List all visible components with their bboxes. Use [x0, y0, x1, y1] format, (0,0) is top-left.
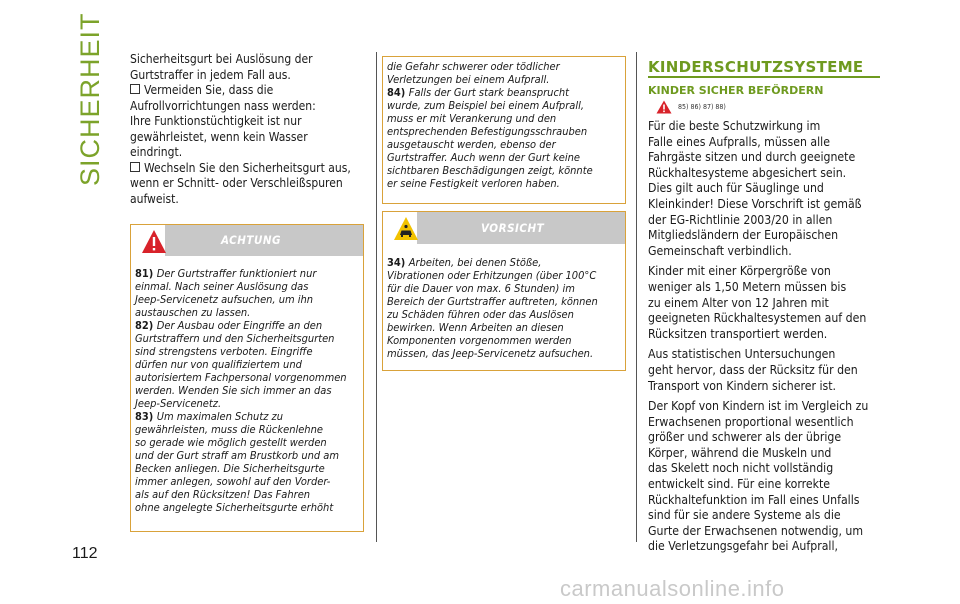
- column-divider: [376, 52, 377, 542]
- text-line: muss er mit Verankerung und den: [387, 112, 557, 125]
- text-line: der EG-Richtlinie 2003/20 in allen: [648, 212, 833, 227]
- text-line: aufweist.: [130, 191, 179, 206]
- text-line: Bereich der Gurtstraffer auftreten, können: [387, 295, 598, 308]
- text-line: Der Kopf von Kindern ist im Vergleich zu: [648, 399, 869, 414]
- text-line: eindringt.: [130, 145, 183, 159]
- heading-underline: [648, 76, 880, 78]
- text-line: Aus statistischen Untersuchungen: [648, 347, 836, 362]
- text-line: Rückhaltesysteme abgesichert sein.: [648, 165, 847, 180]
- text-line: als auf den Rücksitzen! Das Fahren: [135, 488, 311, 501]
- text-line: weniger als 1,50 Metern müssen bis: [648, 279, 847, 294]
- warning-box: [130, 224, 364, 532]
- text-line: die Gefahr schwerer oder tödlicher: [387, 60, 560, 73]
- note-number: 82): [135, 319, 157, 332]
- text-line: wurde, zum Beispiel bei einem Aufprall,: [387, 99, 584, 112]
- text-line: Gurtstraffern und den Sicherheitsgurten: [135, 332, 335, 345]
- section-heading: KINDERSCHUTZSYSTEME: [648, 58, 864, 76]
- text-line: Arbeiten, bei denen Stöße,: [408, 256, 542, 269]
- text-line: Kleinkinder! Diese Vorschrift ist gemäß: [648, 196, 862, 211]
- text-line: Verletzungen bei einem Aufprall.: [387, 73, 550, 86]
- text-line: das Skelett noch nicht vollständig: [648, 461, 834, 476]
- text-line: müssen, das Jeep-Servicenetz aufsuchen.: [387, 347, 594, 360]
- text-line: dürfen nur von qualifiziertem und: [135, 358, 302, 371]
- watermark: carmanualsonline.info: [560, 576, 785, 601]
- text-line: sind strengstens verboten. Eingriffe: [135, 345, 313, 358]
- text-line: für die Dauer von max. 6 Stunden) im: [387, 282, 575, 295]
- text-line: Gurtstraffer. Auch wenn der Gurt keine: [387, 151, 580, 164]
- note-number: 34): [387, 256, 409, 269]
- text-line: autorisiertem Fachpersonal vorgenommen: [135, 371, 347, 384]
- text-line: er seine Festigkeit verloren haben.: [387, 177, 560, 190]
- text-line: Jeep-Servicenetz aufsuchen, um ihn: [135, 293, 314, 306]
- checkbox-bullet-icon: [130, 84, 140, 94]
- text-line: Jeep-Servicenetz.: [135, 397, 222, 410]
- text-line: Becken anliegen. Die Sicherheitsgurte: [135, 462, 325, 475]
- text-line: bewirken. Wenn Arbeiten an diesen: [387, 321, 564, 334]
- text-line: Sicherheitsgurt bei Auslösung der: [130, 52, 313, 66]
- warning-list: [135, 267, 363, 514]
- body-text-column-3: [648, 119, 888, 560]
- text-line: Komponenten vorgenommen werden: [387, 334, 572, 347]
- text-line: zu Schäden führen oder das Auslösen: [387, 308, 574, 321]
- text-line: Der Gurtstraffer funktioniert nur: [156, 267, 317, 280]
- text-line: sind für sie andere Systeme als die: [648, 508, 841, 523]
- warning-note: [135, 319, 363, 410]
- checkbox-bullet-icon: [130, 162, 140, 172]
- warning-title: ACHTUNG: [221, 233, 282, 247]
- text-line: Gurtstraffer in jedem Fall aus.: [130, 67, 291, 82]
- text-line: größer und schwerer als der übrige: [648, 430, 842, 445]
- column-divider: [636, 52, 637, 542]
- text-line: Falle eines Aufpralls, müssen alle: [648, 134, 830, 149]
- note-number: 84): [387, 86, 409, 99]
- text-line: die Verletzungsgefahr bei Aufprall,: [648, 539, 838, 554]
- text-line: einmal. Nach seiner Auslösung das: [135, 280, 309, 293]
- text-line: Fahrgäste sitzen und durch geeignete: [648, 150, 856, 165]
- section-side-label: [70, 12, 110, 186]
- text-line: und der Gurt straff am Brustkorb und am: [135, 449, 339, 462]
- bullet-item: [130, 83, 365, 161]
- warning-references: 85) 86) 87) 88): [678, 103, 726, 111]
- warning-continuation-box: [382, 56, 626, 204]
- text-line: geht hervor, dass der Rücksitz für den: [648, 362, 858, 377]
- text-line: gewährleistet, wenn kein Wasser: [130, 129, 308, 144]
- text-line: ohne angelegte Sicherheitsgurte erhöht: [135, 501, 334, 514]
- page-number: 112: [72, 545, 98, 562]
- text-line: entsprechenden Befestigungsschrauben: [387, 125, 588, 138]
- text-line: gewährleisten, muss die Rückenlehne: [135, 423, 323, 436]
- bullet-item: [130, 161, 365, 208]
- body-paragraph: [648, 264, 888, 342]
- text-line: Rücksitzen transportiert werden.: [648, 326, 828, 341]
- warning-note: [387, 86, 623, 190]
- text-line: Erwachsenen proportional wesentlich: [648, 414, 854, 429]
- text-line: Rückhaltefunktion im Fall eines Unfalls: [648, 492, 860, 507]
- text-line: austauschen zu lassen.: [135, 306, 251, 319]
- note-number: 81): [135, 267, 157, 280]
- text-line: Körper, während die Muskeln und: [648, 445, 832, 460]
- text-line: werden. Wenden Sie sich immer an das: [135, 384, 332, 397]
- text-line: Mitgliedsländern der Europäischen: [648, 228, 839, 243]
- caution-box: [382, 211, 626, 371]
- text-line: Gurte der Erwachsenen notwendig, um: [648, 523, 864, 538]
- text-line: Wechseln Sie den Sicherheitsgurt aus,: [144, 160, 351, 175]
- body-paragraph: [648, 347, 888, 394]
- body-paragraph: [648, 399, 888, 555]
- warning-reference-icon: [656, 100, 672, 114]
- text-line: Transport von Kindern sicherer ist.: [648, 378, 836, 393]
- text-line: wenn er Schnitt- oder Verschleißspuren: [130, 176, 343, 190]
- text-line: Für die beste Schutzwirkung im: [648, 119, 821, 133]
- text-line: Gemeinschaft verbindlich.: [648, 243, 792, 258]
- text-line: sichtbaren Beschädigungen zeigt, könnte: [387, 164, 593, 177]
- caution-title: VORSICHT: [481, 221, 545, 235]
- text-line: zu einem Alter von 12 Jahren mit: [648, 295, 829, 310]
- subsection-heading: KINDER SICHER BEFÖRDERN: [648, 84, 824, 97]
- caution-note: [387, 256, 623, 360]
- text-line: geeigneten Rückhaltesystemen auf den: [648, 311, 867, 326]
- warning-note: [387, 60, 623, 86]
- text-line: Der Ausbau oder Eingriffe an den: [156, 319, 323, 332]
- text-line: Ihre Funktionstüchtigkeit ist nur: [130, 114, 302, 128]
- note-number: 83): [135, 410, 157, 423]
- text-line: so gerade wie möglich gestellt werden: [135, 436, 327, 449]
- body-text: [130, 52, 365, 83]
- section-side-label-text: SICHERHEIT: [75, 12, 105, 186]
- text-line: Vermeiden Sie, dass die: [144, 83, 274, 97]
- warning-triangle-icon: [141, 229, 167, 255]
- text-line: Vibrationen oder Erhitzungen (über 100°C: [387, 269, 597, 282]
- text-line: immer anlegen, sowohl auf den Vorder-: [135, 475, 331, 488]
- text-line: Falls der Gurt stark beansprucht: [408, 86, 570, 99]
- column-1: [130, 52, 365, 207]
- text-line: Dies gilt auch für Säuglinge und: [648, 181, 824, 196]
- text-line: Um maximalen Schutz zu: [156, 410, 284, 423]
- warning-continuation: [387, 60, 623, 190]
- warning-note: [135, 410, 363, 514]
- text-line: Aufrollvorrichtungen nass werden:: [130, 98, 316, 113]
- body-paragraph: [648, 119, 888, 259]
- warning-note: [387, 256, 623, 360]
- text-line: entwickelt sind. Für eine korrekte: [648, 477, 831, 492]
- text-line: Kinder mit einer Körpergröße von: [648, 264, 831, 279]
- car-caution-icon: [393, 216, 419, 242]
- warning-note: [135, 267, 363, 319]
- text-line: ausgetauscht werden, ebenso der: [387, 138, 556, 151]
